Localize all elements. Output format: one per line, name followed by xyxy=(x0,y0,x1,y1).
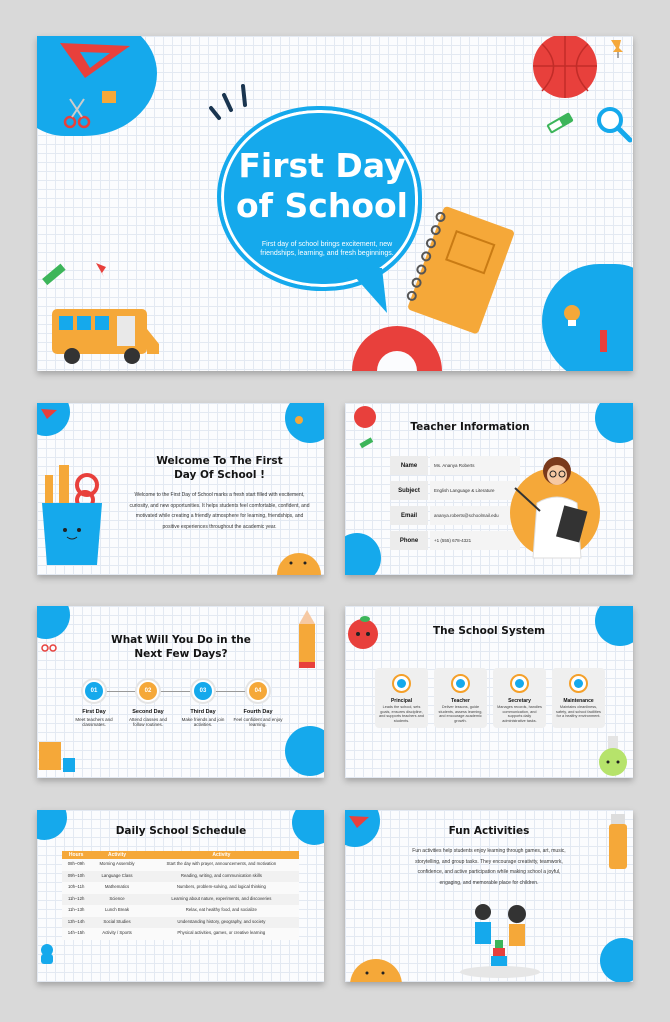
fun-slide[interactable] xyxy=(345,810,633,982)
principal-icon xyxy=(392,674,411,693)
lightbulb-icon xyxy=(293,415,305,429)
table-cell: 10h–11h xyxy=(62,882,90,894)
lightbulb-icon xyxy=(559,302,585,332)
system-card-secretary xyxy=(493,668,546,728)
day-desc-1: Meet teachers and classmates. xyxy=(75,717,113,728)
basketball-icon xyxy=(353,405,377,429)
system-slide[interactable] xyxy=(345,606,633,778)
blue-blob-top-left xyxy=(37,810,67,840)
table-cell: 14h–15h xyxy=(62,928,90,940)
table-cell: Reading, writing, and communication skills xyxy=(144,871,299,883)
welcome-title-line1: Welcome To The First xyxy=(156,455,283,467)
teacher-slide[interactable] xyxy=(345,403,633,575)
system-card-principal xyxy=(375,668,428,728)
welcome-slide[interactable] xyxy=(37,403,324,575)
pin-icon xyxy=(92,261,112,281)
day-desc-2: Attend classes and follow routines. xyxy=(128,717,168,728)
cover-title-line1: First Day xyxy=(238,146,406,185)
table-cell: Mathematics xyxy=(90,882,143,894)
card-desc: Leads the school, sets goals, ensures discipline, and supports teachers and students. xyxy=(379,705,424,723)
teacher-title: Teacher Information xyxy=(410,421,530,433)
table-cell: Start the day with prayer, announcements, and motivation xyxy=(144,859,299,871)
teacher-row-label: Name xyxy=(390,456,428,475)
day-title-1: First Day xyxy=(82,709,106,715)
table-cell: Social Studies xyxy=(90,917,143,929)
blue-blob-bottom-right xyxy=(600,938,633,982)
glue-tube-icon xyxy=(545,108,579,138)
protractor-icon xyxy=(275,535,323,575)
schedule-slide[interactable] xyxy=(37,810,324,982)
pencil-cup-icon xyxy=(37,465,117,565)
table-cell: Lunch Break xyxy=(90,905,143,917)
teacher-row-value: English Language & Literature xyxy=(430,481,520,500)
cover-title-line2: of School xyxy=(236,186,408,225)
card-title: Maintenance xyxy=(563,698,594,704)
card-title: Principal xyxy=(390,698,413,704)
teacher-row-subject xyxy=(390,481,520,500)
table-cell: Relax, eat healthy food, and socialize xyxy=(144,905,299,917)
table-cell: Language Class xyxy=(90,871,143,883)
system-card-teacher xyxy=(434,668,487,728)
secretary-icon xyxy=(510,674,529,693)
glue-stick-icon xyxy=(605,814,631,879)
teacher-row-label: Subject xyxy=(390,481,428,500)
table-row xyxy=(62,905,299,917)
teacher-illustration xyxy=(505,443,605,568)
table-cell: 08h–09h xyxy=(62,859,90,871)
pushpin-icon xyxy=(607,36,629,58)
protractor-icon xyxy=(347,316,442,371)
crayon-icon xyxy=(597,326,611,356)
blue-blob-bottom-left xyxy=(345,533,381,575)
glue-tube-icon xyxy=(359,435,375,449)
day-title-4: Fourth Day xyxy=(243,709,273,715)
table-row xyxy=(62,894,299,906)
teddy-bear-icon xyxy=(37,942,57,966)
teacher-row-value: ananya.roberts@schoolmail.edu xyxy=(430,506,520,525)
table-cell: Morning Assembly xyxy=(90,859,143,871)
card-desc: Maintains cleanliness, safety, and school facilities for a healthy environment. xyxy=(556,705,601,719)
blue-blob-top-right xyxy=(595,606,633,646)
teacher-row-phone xyxy=(390,531,520,550)
welcome-body: Welcome to the First Day of School marks a fresh start filled with excitement, curiosity, and new opportunities. It helps students feel comfortable, confident, and motivated while creating a friendly atmosphere for learning, friendships, and positive experiences throughout the academic year. xyxy=(129,492,310,530)
day-badge-3: 03 xyxy=(192,680,214,702)
table-cell: 13h–14h xyxy=(62,917,90,929)
days-title-line1: What Will You Do in the xyxy=(111,634,251,646)
days-title-line2: Next Few Days? xyxy=(134,648,228,660)
scissors-icon xyxy=(62,96,92,131)
blue-blob-bottom-right xyxy=(285,726,324,776)
card-desc: Deliver lessons, guide students, assess learning, and encourage academic growth. xyxy=(438,705,483,723)
table-row xyxy=(62,928,299,940)
schedule-table xyxy=(62,851,299,940)
blue-blob-bottom-right xyxy=(542,264,633,371)
blue-blob-top-right xyxy=(292,810,324,845)
teacher-row-label: Email xyxy=(390,506,428,525)
maintenance-icon xyxy=(569,674,588,693)
table-row xyxy=(62,917,299,929)
table-header: Activity xyxy=(144,851,299,859)
card-desc: Manages records, handles communication, and supports daily administrative tasks. xyxy=(497,705,542,723)
table-cell: 09h–10h xyxy=(62,871,90,883)
table-cell: Science xyxy=(90,894,143,906)
table-cell: Learning about nature, experiments, and discoveries xyxy=(144,894,299,906)
school-bus-icon xyxy=(47,304,165,369)
books-icon xyxy=(37,738,77,776)
table-row xyxy=(62,882,299,894)
table-header: Hours xyxy=(62,851,90,859)
day-desc-4: Feel confident and enjoy learning. xyxy=(233,717,283,728)
table-cell: Physical activities, games, or creative learning xyxy=(144,928,299,940)
fun-title: Fun Activities xyxy=(448,825,530,837)
teacher-row-name xyxy=(390,456,520,475)
table-row xyxy=(62,859,299,871)
blue-blob-top-right xyxy=(595,403,633,443)
day-title-3: Third Day xyxy=(190,709,216,715)
day-badge-1: 01 xyxy=(83,680,105,702)
day-badge-4: 04 xyxy=(247,680,269,702)
table-cell: Understanding history, geography, and society xyxy=(144,917,299,929)
table-cell: 11h–13h xyxy=(62,905,90,917)
ruler-triangle-icon xyxy=(39,407,59,421)
flask-icon xyxy=(595,734,631,776)
card-title: Secretary xyxy=(508,698,531,704)
basketball-icon xyxy=(532,36,602,101)
teacher-icon xyxy=(451,674,470,693)
table-cell: Activity / Sports xyxy=(90,928,143,940)
kids-playing-illustration xyxy=(455,900,545,980)
day-desc-3: Make friends and join activities. xyxy=(181,717,225,728)
welcome-title-line2: Day Of School ! xyxy=(174,469,265,481)
teacher-row-value: Ms. Ananya Roberts xyxy=(430,456,520,475)
table-row xyxy=(62,871,299,883)
ruler-triangle-icon xyxy=(347,814,373,830)
speech-tail xyxy=(337,268,397,318)
pencil-character-icon xyxy=(293,610,321,670)
days-slide[interactable] xyxy=(37,606,324,778)
sticky-note-icon xyxy=(102,91,116,103)
day-badge-2: 02 xyxy=(137,680,159,702)
cover-subtitle: First day of school brings excitement, new friendships, learning, and fresh beginnings. xyxy=(260,241,394,257)
protractor-icon xyxy=(345,945,405,982)
welcome-title xyxy=(127,454,312,482)
timeline-line xyxy=(94,691,262,692)
cover-title xyxy=(227,146,417,226)
teacher-row-email xyxy=(390,506,520,525)
spark-lines-icon xyxy=(209,83,269,123)
apple-character-icon xyxy=(345,614,381,650)
day-title-2: Second Day xyxy=(132,709,164,715)
system-title: The School System xyxy=(432,625,546,637)
schedule-title: Daily School Schedule xyxy=(115,825,247,837)
teacher-row-label: Phone xyxy=(390,531,428,550)
card-title: Teacher xyxy=(451,698,470,704)
table-cell: Numbers, problem-solving, and logical thinking xyxy=(144,882,299,894)
magnifier-icon xyxy=(592,104,632,144)
days-title xyxy=(92,633,270,661)
fun-body: Fun activities help students enjoy learning through games, art, music, storytelling, and group tasks. They encourage creativity, teamwork, confidence, and active participation while making school a joyful, engaging, and memorable place for children. xyxy=(412,848,566,886)
ruler-triangle-icon xyxy=(55,38,135,83)
system-card-maintenance xyxy=(552,668,605,728)
cover-slide[interactable] xyxy=(37,36,633,371)
scissors-icon xyxy=(41,634,57,652)
table-cell: 11h–12h xyxy=(62,894,90,906)
teacher-row-value: +1 (555) 678-4321 xyxy=(430,531,520,550)
table-header: Activity xyxy=(90,851,143,859)
crayon-icon xyxy=(39,258,69,288)
